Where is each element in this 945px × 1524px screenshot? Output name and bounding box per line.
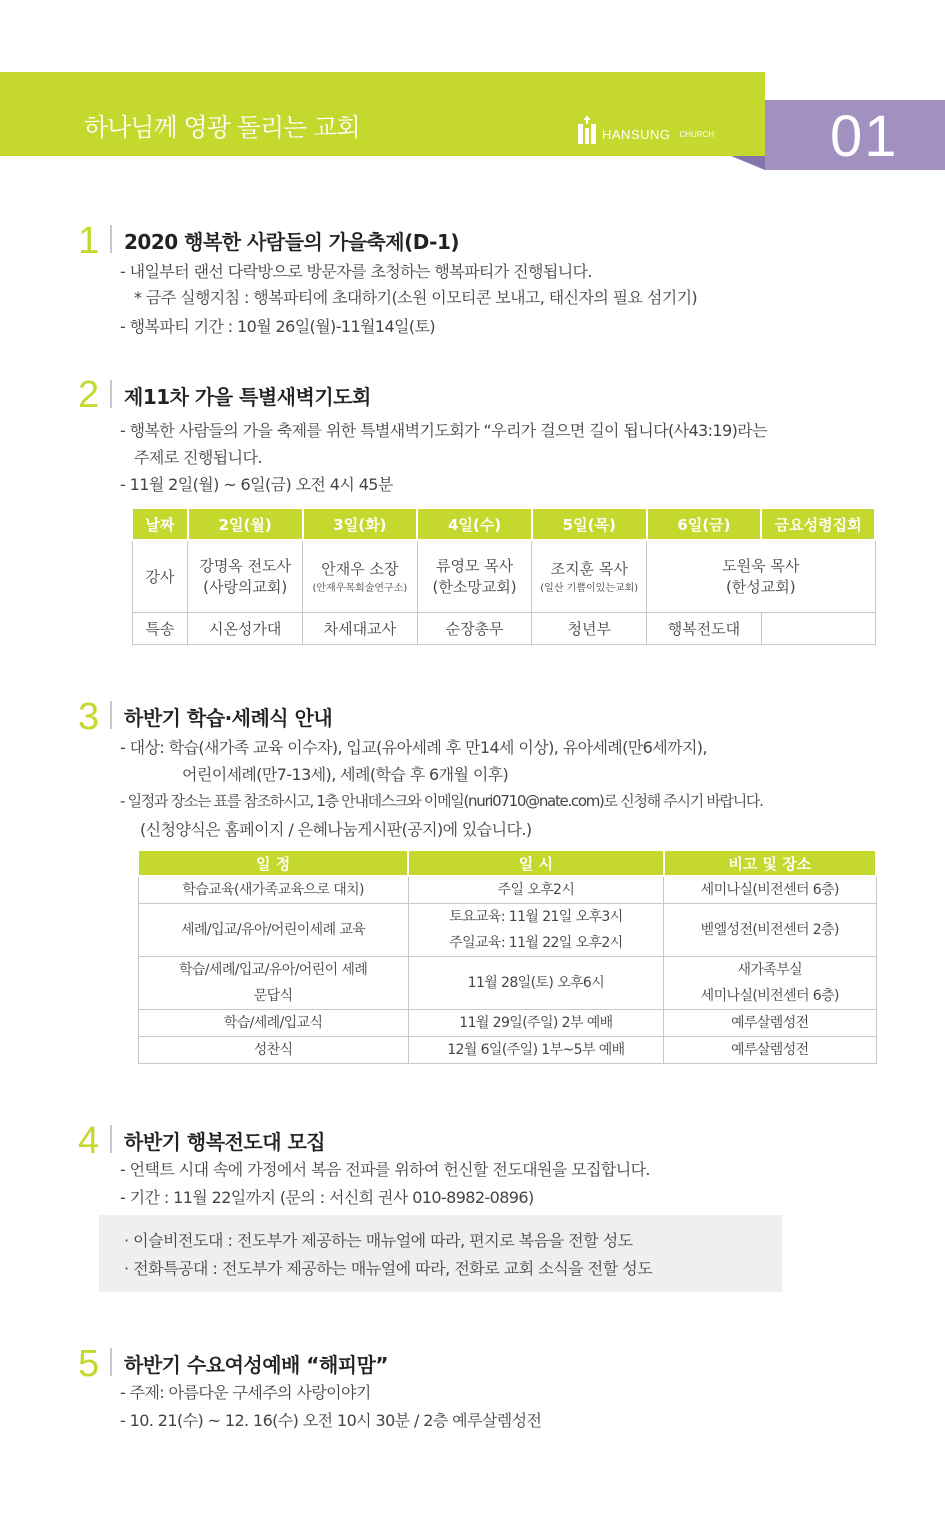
section-2-line: - 11월 2일(월) ~ 6일(금) 오전 4시 45분 bbox=[120, 475, 393, 494]
section-2-title: 제11차 가을 특별새벽기도회 bbox=[124, 385, 371, 409]
table-header: 날짜 bbox=[132, 508, 188, 540]
table-header: 일 정 bbox=[138, 850, 408, 876]
section-1-line: - 행복파티 기간 : 10월 26일(월)-11월14일(토) bbox=[120, 317, 436, 336]
table-row: 성찬식 12월 6일(주일) 1부~5부 예배 예루살렘성전 bbox=[138, 1037, 876, 1064]
table-row: 학습/세례/입교식 11월 29일(주일) 2부 예배 예루살렘성전 bbox=[138, 1010, 876, 1037]
music-cell: 행복전도대 bbox=[647, 612, 762, 644]
info-box-line: · 이슬비전도대 : 전도부가 제공하는 매뉴얼에 따라, 편지로 복음을 전할 성도 bbox=[124, 1231, 633, 1250]
row-label: 강사 bbox=[132, 540, 188, 612]
section-3-title: 하반기 학습·세례식 안내 bbox=[124, 706, 333, 730]
music-cell: 시온성가대 bbox=[188, 612, 303, 644]
music-cell: 순장총무 bbox=[417, 612, 532, 644]
section-divider bbox=[110, 225, 112, 253]
brand bbox=[578, 124, 714, 144]
table-header: 6일(금) bbox=[647, 508, 762, 540]
table-header: 4일(수) bbox=[417, 508, 532, 540]
baptism-schedule-table bbox=[137, 849, 877, 1064]
table-header: 금요성령집회 bbox=[761, 508, 875, 540]
info-box-line: · 전화특공대 : 전도부가 제공하는 매뉴얼에 따라, 전화로 교회 소식을 전할 성도 bbox=[124, 1259, 653, 1278]
page-number: 01 bbox=[830, 104, 899, 169]
section-1-title: 2020 행복한 사람들의 가을축제(D-1) bbox=[124, 230, 460, 254]
section-1-line: - 내일부터 랜선 다락방으로 방문자를 초청하는 행복파티가 진행됩니다. bbox=[120, 262, 592, 281]
section-1-line: * 금주 실행지침 : 행복파티에 초대하기(소원 이모티콘 보내고, 태신자의 필요 섬기기) bbox=[134, 288, 698, 307]
page-title: 하나님께 영광 돌리는 교회 bbox=[84, 113, 360, 142]
section-4-line: - 기간 : 11월 22일까지 (문의 : 서신희 권사 010-8982-0896) bbox=[120, 1188, 534, 1207]
section-3-number: 3 bbox=[78, 696, 100, 738]
speaker-cell: 안재우 소장 (안재우목회술연구소) bbox=[303, 540, 418, 612]
dawn-prayer-table bbox=[131, 507, 876, 645]
section-2-line: 주제로 진행됩니다. bbox=[134, 448, 262, 467]
section-5-title: 하반기 수요여성예배 “해피맘” bbox=[124, 1353, 389, 1377]
section-3-line: (신청양식은 홈페이지 / 은혜나눔게시판(공지)에 있습니다.) bbox=[140, 820, 532, 839]
section-5-line: - 10. 21(수) ~ 12. 16(수) 오전 10시 30분 / 2층 예루살렘성전 bbox=[120, 1411, 542, 1430]
section-5-line: - 주제: 아름다운 구세주의 사랑이야기 bbox=[120, 1383, 371, 1402]
speaker-cell: 류영모 목사 (한소망교회) bbox=[417, 540, 532, 612]
section-3-line: - 일정과 장소는 표를 참조하시고, 1층 안내데스크와 이메일(nuri0710@nate.com)로 신청해 주시기 바랍니다. bbox=[120, 792, 763, 810]
section-divider bbox=[110, 701, 112, 729]
table-row: 세례/입교/유아/어린이세례 교육 토요교육: 11월 21일 오후3시 주일교육: 11월 22일 오후2시 벧엘성전(비전센터 2층) bbox=[138, 904, 876, 957]
info-box bbox=[99, 1215, 782, 1292]
speaker-cell: 강명옥 전도사 (사랑의교회) bbox=[188, 540, 303, 612]
section-1-number: 1 bbox=[78, 220, 100, 262]
section-2-line: - 행복한 사람들의 가을 축제를 위한 특별새벽기도회가 “우리가 걸으면 길이 됩니다(사43:19)라는 bbox=[120, 421, 767, 440]
music-cell bbox=[761, 612, 875, 644]
section-4-title: 하반기 행복전도대 모집 bbox=[124, 1130, 326, 1154]
section-3-line: 어린이세례(만7-13세), 세례(학습 후 6개월 이후) bbox=[182, 765, 509, 784]
table-row: 학습교육(새가족교육으로 대치) 주일 오후2시 세미나실(비전센터 6층) bbox=[138, 876, 876, 904]
section-divider bbox=[110, 1125, 112, 1153]
table-row bbox=[132, 540, 875, 612]
table-header: 3일(화) bbox=[303, 508, 418, 540]
section-divider bbox=[110, 380, 112, 408]
table-row bbox=[132, 612, 875, 644]
row-label: 특송 bbox=[132, 612, 188, 644]
section-4-line: - 언택트 시대 속에 가정에서 복음 전파를 위하여 헌신할 전도대원을 모집합니다. bbox=[120, 1160, 650, 1179]
church-logo-icon bbox=[578, 124, 596, 144]
brand-sub: CHURCH bbox=[679, 129, 715, 139]
section-2-number: 2 bbox=[78, 374, 100, 416]
section-3-line: - 대상: 학습(새가족 교육 이수자), 입교(유아세례 후 만14세 이상), 유아세례(만6세까지), bbox=[120, 738, 707, 757]
table-row: 학습/세례/입교/유아/어린이 세례 문답식 11월 28일(토) 오후6시 새가족부실 세미나실(비전센터 6층) bbox=[138, 957, 876, 1010]
table-header: 5일(목) bbox=[532, 508, 647, 540]
section-5-number: 5 bbox=[78, 1343, 100, 1385]
tab-fold bbox=[731, 156, 765, 170]
section-4-number: 4 bbox=[78, 1120, 100, 1162]
table-header: 비고 및 장소 bbox=[664, 850, 876, 876]
brand-name: HANSUNG bbox=[602, 126, 671, 142]
table-header: 2일(월) bbox=[188, 508, 303, 540]
section-divider bbox=[110, 1348, 112, 1376]
music-cell: 차세대교사 bbox=[303, 612, 418, 644]
table-header: 일 시 bbox=[408, 850, 663, 876]
speaker-cell: 조지훈 목사 (일산 기쁨이있는교회) bbox=[532, 540, 647, 612]
speaker-cell: 도원욱 목사 (한성교회) bbox=[647, 540, 875, 612]
music-cell: 청년부 bbox=[532, 612, 647, 644]
